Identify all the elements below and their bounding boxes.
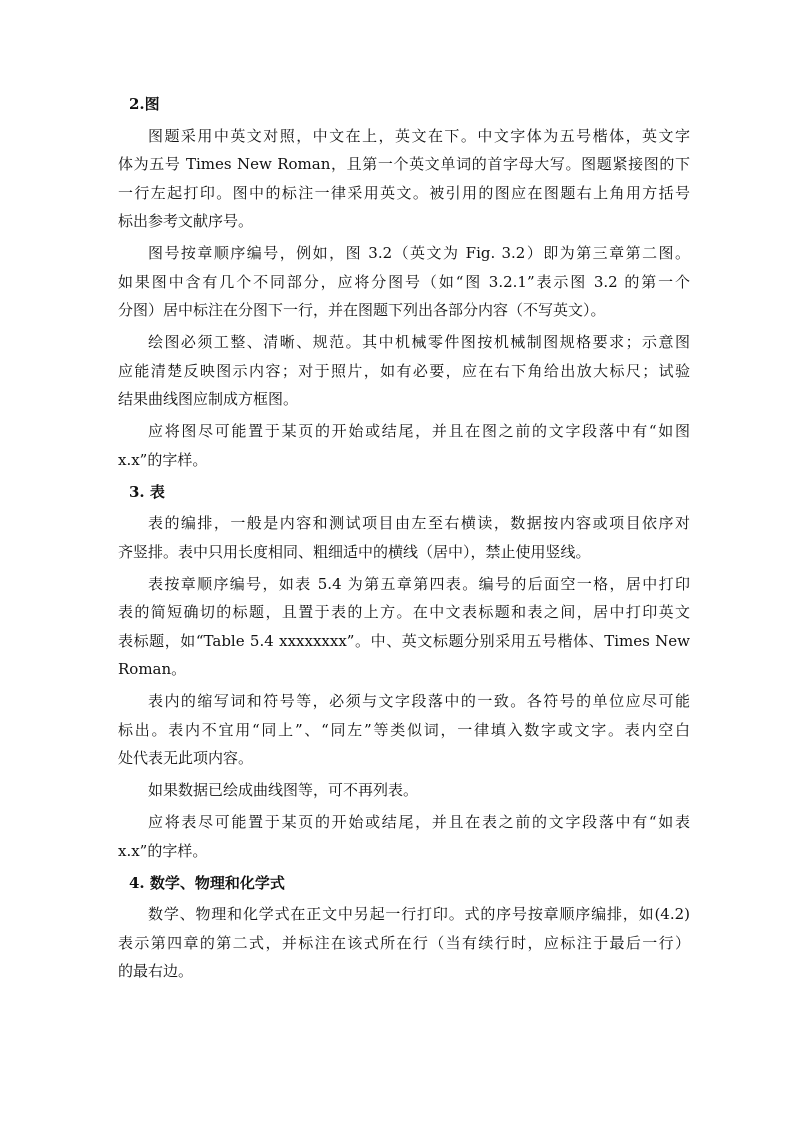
text-line: 一行左起打印。图中的标注一律采用英文。被引用的图应在图题右上角用方括号 xyxy=(118,183,690,202)
text-line: x.x”的字样。 xyxy=(118,841,208,860)
paragraph xyxy=(118,776,690,805)
section-heading: 3. 表 xyxy=(129,482,165,501)
section-heading: 2.图 xyxy=(129,95,160,113)
text-line: 应能清楚反映图示内容；对于照片，如有必要，应在右下角给出放大标尺；试验 xyxy=(118,361,690,380)
text-line: 如果数据已绘成曲线图等，可不再列表。 xyxy=(148,781,419,799)
paragraph xyxy=(118,808,690,865)
text-line: 表的编排，一般是内容和测试项目由左至右横读，数据按内容或项目依序对 xyxy=(148,514,690,532)
text-line: 标出参考文献序号。 xyxy=(118,212,254,230)
text-line: 体为五号 Times New Roman，且第一个英文单词的首字母大写。图题紧接图的下 xyxy=(118,155,690,173)
text-line: x.x”的字样。 xyxy=(118,450,208,469)
section-heading: 4. 数学、物理和化学式 xyxy=(129,873,285,892)
text-line: 标出。表内不宜用“同上”、“同左”等类似词，一律填入数字或文字。表内空白 xyxy=(118,720,690,739)
text-line: 绘图必须工整、清晰、规范。其中机械零件图按机械制图规格要求；示意图 xyxy=(148,333,690,351)
paragraph xyxy=(118,570,690,684)
text-line: 结果曲线图应制成方框图。 xyxy=(118,390,299,408)
paragraph xyxy=(118,417,690,474)
paragraph xyxy=(118,239,690,325)
text-line: 图题采用中英文对照，中文在上，英文在下。中文字体为五号楷体，英文字 xyxy=(148,126,690,145)
paragraph xyxy=(118,122,690,236)
paragraph xyxy=(118,509,690,566)
text-line: 表按章顺序编号，如表 5.4 为第五章第四表。编号的后面空一格，居中打印 xyxy=(148,574,690,593)
paragraph xyxy=(118,328,690,414)
text-line: 数学、物理和化学式在正文中另起一行打印。式的序号按章顺序编排，如(4.2) xyxy=(148,905,690,923)
text-line: 表的简短确切的标题，且置于表的上方。在中文表标题和表之间，居中打印英文 xyxy=(118,603,690,621)
text-line: 如果图中含有几个不同部分，应将分图号（如“图 3.2.1”表示图 3.2 的第一个 xyxy=(118,272,690,291)
text-line: 的最右边。 xyxy=(118,962,194,980)
text-line: 表标题，如“Table 5.4 xxxxxxxx”。中、英文标题分别采用五号楷体、Times New xyxy=(118,631,690,650)
text-line: 分图）居中标注在分图下一行，并在图题下列出各部分内容（不写英文）。 xyxy=(118,301,606,319)
document-page xyxy=(118,90,690,989)
paragraph xyxy=(118,900,690,986)
text-line: 应将表尽可能置于某页的开始或结尾，并且在表之前的文字段落中有“如表 xyxy=(148,813,690,831)
text-line: 表示第四章的第二式，并标注在该式所在行（当有续行时，应标注于最后一行） xyxy=(118,933,690,952)
text-line: 齐竖排。表中只用长度相同、粗细适中的横线（居中），禁止使用竖线。 xyxy=(118,542,591,561)
paragraph xyxy=(118,687,690,773)
text-line: 表内的缩写词和符号等，必须与文字段落中的一致。各符号的单位应尽可能 xyxy=(148,692,690,710)
text-line: 图号按章顺序编号，例如，图 3.2（英文为 Fig. 3.2）即为第三章第二图。 xyxy=(148,244,690,262)
text-line: 处代表无此项内容。 xyxy=(118,749,254,767)
text-line: 应将图尽可能置于某页的开始或结尾，并且在图之前的文字段落中有“如图 xyxy=(148,422,690,440)
text-line: Roman。 xyxy=(118,660,187,678)
